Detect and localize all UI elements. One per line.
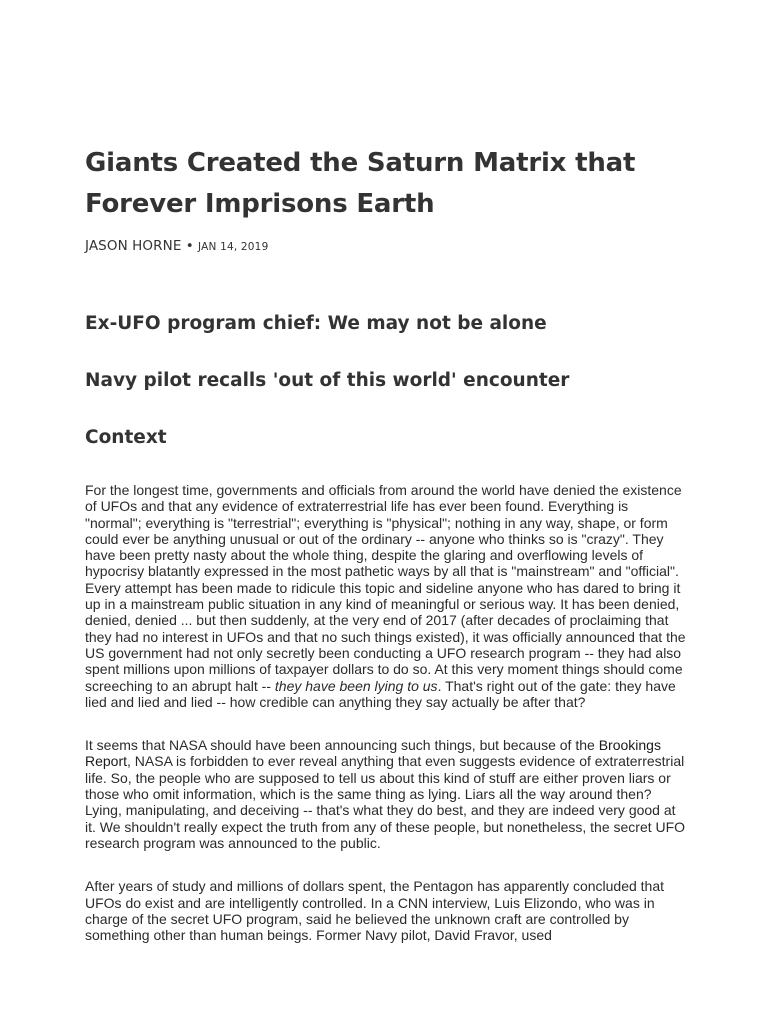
publish-date: JAN 14, 2019 (198, 241, 269, 253)
paragraph-2 (85, 737, 686, 851)
paragraph-1-text-end: . That's right out of the gate: they have lied and lied and lied -- how credible can anything they say actually be after that? (85, 677, 676, 710)
author-name[interactable]: JASON HORNE (85, 238, 182, 254)
brookings-report-link[interactable]: Brookings Report (85, 737, 661, 770)
paragraph-1-text: For the longest time, governments and officials from around the world have denied the existence of UFOs and that any evidence of extraterrestrial life has ever been found. Everything is "normal"; everything is "terrestrial"; everything is "physical"; nothing in any way, shape, or form could ever be anything unusual or out of the ordinary -- anyone who thinks so is "crazy". They have been pretty nasty about the whole thing, despite the glaring and overflowing levels of hypocrisy blatantly expressed in the most pathetic ways by all that is "mainstream" and "official". Every attempt has been made to ridicule this topic and sideline anyone who has dared to bring it up in a mainstream public situation in any kind of meaningful or serious way. It has been denied, denied, denied ... but then suddenly, at the very end of 2017 (after decades of proclaiming that they had no interest in UFOs and that no such things existed), it was officially announced that the US government had not only secretly been conducting a UFO research program -- they had also spent millions upon millions of taxpayer dollars to do so. At this very moment things should come screeching to an abrupt halt -- (85, 482, 686, 694)
paragraph-3: After years of study and millions of dollars spent, the Pentagon has apparently concluded that UFOs do exist and are intelligently controlled. In a CNN interview, Luis Elizondo, who was in charge of the secret UFO program, said he believed the unknown craft are controlled by something other than human beings. Former Navy pilot, David Fravor, used (85, 878, 665, 944)
paragraph-2-text-end: , NASA is forbidden to ever reveal anything that even suggests evidence of extraterrestrial life. So, the people who are supposed to tell us about this kind of stuff are either proven liars or those who omit information, which is the same thing as lying. Liars all the way around then? Lying, manipulating, and deceiving -- that's what they do best, and they are indeed very good at it. We shouldn't really expect the truth from any of these people, but nonetheless, the secret UFO research program was announced to the public. (85, 753, 686, 851)
section-heading-navy-pilot[interactable]: Navy pilot recalls 'out of this world' encounter (85, 370, 570, 391)
section-heading-context: Context (85, 427, 167, 448)
byline-separator: • (181, 238, 198, 254)
paragraph-1 (85, 482, 686, 710)
paragraph-2-text: It seems that NASA should have been announcing such things, but because of the (85, 737, 599, 754)
byline (85, 237, 686, 256)
section-heading-ufo-chief[interactable]: Ex-UFO program chief: We may not be alone (85, 313, 547, 334)
paragraph-1-emphasis: they have been lying to us (274, 677, 438, 694)
article-title: Giants Created the Saturn Matrix that Forever Imprisons Earth (85, 148, 636, 219)
